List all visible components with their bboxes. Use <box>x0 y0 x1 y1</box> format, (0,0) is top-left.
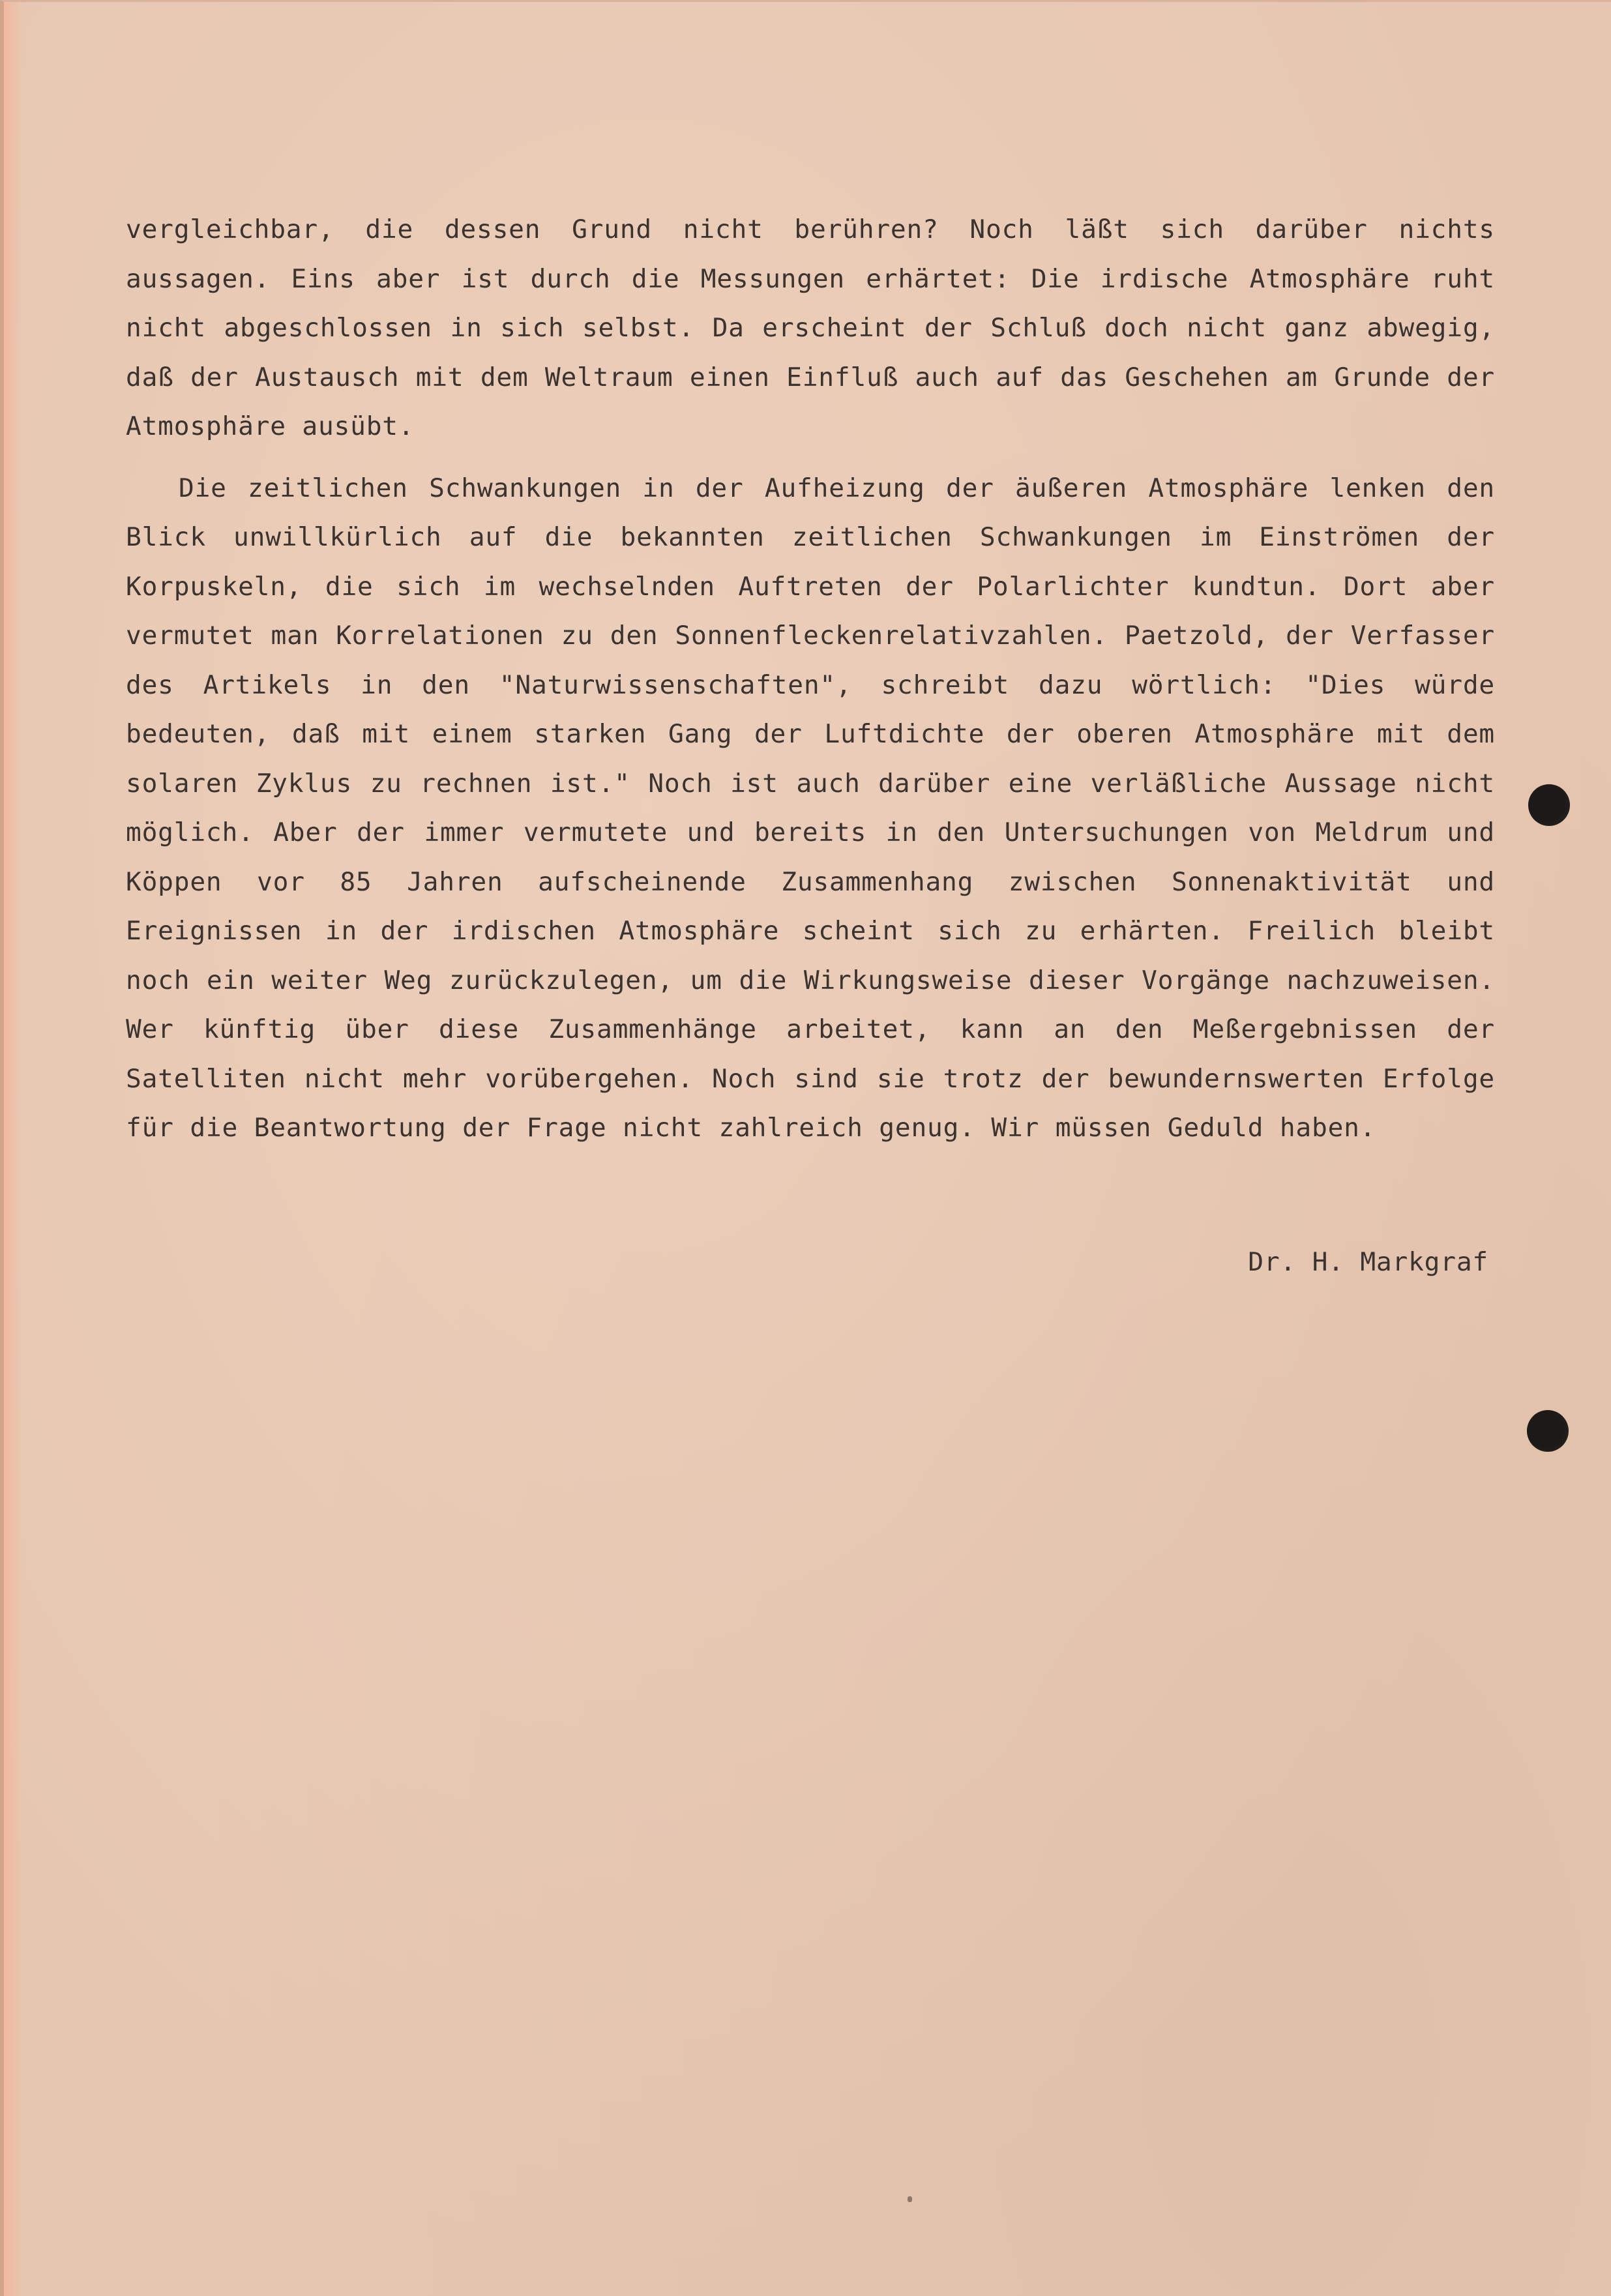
body-text <box>126 205 1495 1153</box>
author-signature: Dr. H. Markgraf <box>1248 1247 1488 1277</box>
punch-hole-lower <box>1527 1410 1569 1452</box>
punch-hole-upper <box>1528 784 1570 826</box>
paragraph-1: vergleichbar, die dessen Grund nicht berühren? Noch läßt sich darüber nichts aussagen. Eins aber ist durch die Messungen erhärtet: Die irdische Atmosphäre ruht nicht abgeschlossen in sich selbst. Da erscheint der Schluß doch nicht ganz abwegig, daß der Austausch mit dem Weltraum einen Einfluß auch auf das Geschehen am Grunde der Atmosphäre ausübt. <box>126 214 1495 441</box>
paragraph-2: Die zeitlichen Schwankungen in der Aufheizung der äußeren Atmosphäre lenken den Blick unwillkürlich auf die bekannten zeitlichen Schwankungen im Einströmen der Korpuskeln, die sich im wechselnden Auftreten der Polarlichter kundtun. Dort aber vermutet man Korrelationen zu den Sonnenfleckenrelativzahlen. Paetzold, der Verfasser des Artikels in den "Naturwissenschaften", schreibt dazu wörtlich: "Dies würde bedeuten, daß mit einem starken Gang der Luftdichte der oberen Atmosphäre mit dem solaren Zyklus zu rechnen ist." Noch ist auch darüber eine verläßliche Aussage nicht möglich. Aber der immer vermutete und bereits in den Untersuchungen von Meldrum und Köppen vor 85 Jahren aufscheinende Zusammenhang zwischen Sonnenaktivität und Ereignissen in der irdischen Atmosphäre scheint sich zu erhärten. Freilich bleibt noch ein weiter Weg zurückzulegen, um die Wirkungsweise dieser Vorgänge nachzuweisen. Wer künftig über diese Zusammenhänge arbeitet, kann an den Meßergebnissen der Satelliten nicht mehr vorübergehen. Noch sind sie trotz der bewundernswerten Erfolge für die Beantwortung der Frage nicht zahlreich genug. Wir müssen Geduld haben. <box>126 473 1495 1143</box>
paper-speck <box>908 2196 912 2202</box>
page-edge-shadow <box>4 2 22 2296</box>
